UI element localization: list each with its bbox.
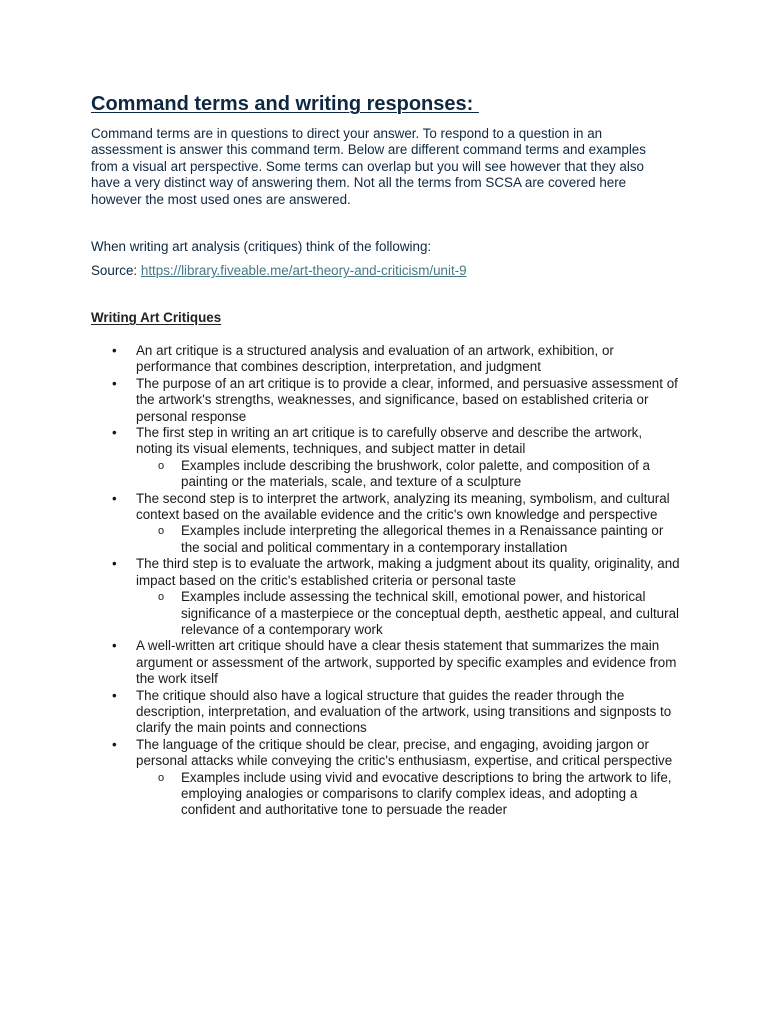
bullet-item: [91, 638, 681, 687]
bullet-text: An art critique is a structured analysis and evaluation of an artwork, exhibition, or performance that combines description, interpretation, and judgment: [136, 343, 614, 375]
sub-bullet-list: [136, 458, 681, 491]
bullet-item: [91, 343, 681, 376]
sub-bullet-text: Examples include using vivid and evocative descriptions to bring the artwork to life, employing analogies or comparisons to clarify complex ideas, and adopting a confident and authoritative tone to persuade the reader: [181, 769, 672, 818]
sub-bullet-item: [136, 770, 681, 819]
document-title: Command terms and writing responses:: [91, 93, 479, 115]
sub-bullet-item: [136, 589, 681, 638]
bullet-item: [91, 376, 681, 425]
bullet-item: [91, 737, 681, 819]
source-line: [91, 263, 467, 279]
sub-bullet-list: [136, 589, 681, 638]
bullet-text: The second step is to interpret the artwork, analyzing its meaning, symbolism, and cultural context based on the available evidence and the critic's own knowledge and perspective: [136, 490, 670, 523]
bullet-item: [91, 688, 681, 737]
sub-bullet-item: [136, 458, 681, 491]
bullet-text: The first step in writing an art critique is to carefully observe and describe the artwork, noting its visual elements, techniques, and subject matter in detail: [136, 425, 643, 457]
intro-paragraph: Command terms are in questions to direct your answer. To respond to a question in an assessment is answer this command term. Below are different command terms and examples from a visual art perspective. Some terms can overlap but you will see however that they also have a very distinct way of answering them. Not all the terms from SCSA are covered here however the most used ones are answered.: [91, 126, 646, 207]
bullet-text: A well-written art critique should have a clear thesis statement that summarizes the main argument or assessment of the artwork, supported by specific examples and evidence from the work itself: [136, 638, 677, 687]
bullet-item: [91, 425, 681, 491]
bullet-text: The third step is to evaluate the artwork, making a judgment about its quality, originality, and impact based on the critic's established criteria or personal taste: [136, 556, 680, 588]
when-writing-text: When writing art analysis (critiques) think of the following:: [91, 239, 432, 254]
sub-bullet-text: Examples include assessing the technical skill, emotional power, and historical significance of a masterpiece or the conceptual depth, aesthetic appeal, and cultural relevance of a contemporary work: [181, 589, 679, 637]
bullet-text: The language of the critique should be clear, precise, and engaging, avoiding jargon or personal attacks while conveying the critic's enthusiasm, expertise, and critical perspective: [136, 736, 673, 769]
bullet-item: [91, 491, 681, 557]
critique-bullet-list: [91, 343, 681, 819]
sub-bullet-list: [136, 523, 681, 556]
sub-bullet-list: [136, 770, 681, 819]
bullet-text: The critique should also have a logical structure that guides the reader through the description, interpretation, and evaluation of the artwork, using transitions and signposts to clarify the main points and connections: [136, 687, 672, 736]
section-heading: Writing Art Critiques: [91, 310, 222, 325]
sub-bullet-item: [136, 523, 681, 556]
sub-bullet-text: Examples include interpreting the allegorical themes in a Renaissance painting or the social and political commentary in a contemporary installation: [181, 523, 664, 555]
bullet-item: [91, 556, 681, 638]
source-link[interactable]: https://library.fiveable.me/art-theory-and-criticism/unit-9: [140, 263, 467, 278]
bullet-text: The purpose of an art critique is to provide a clear, informed, and persuasive assessment of the artwork's strengths, weaknesses, and significance, based on established criteria or personal response: [136, 375, 678, 424]
sub-bullet-text: Examples include describing the brushwork, color palette, and composition of a painting or the materials, scale, and texture of a sculpture: [181, 457, 650, 490]
source-label: Source:: [91, 263, 141, 278]
